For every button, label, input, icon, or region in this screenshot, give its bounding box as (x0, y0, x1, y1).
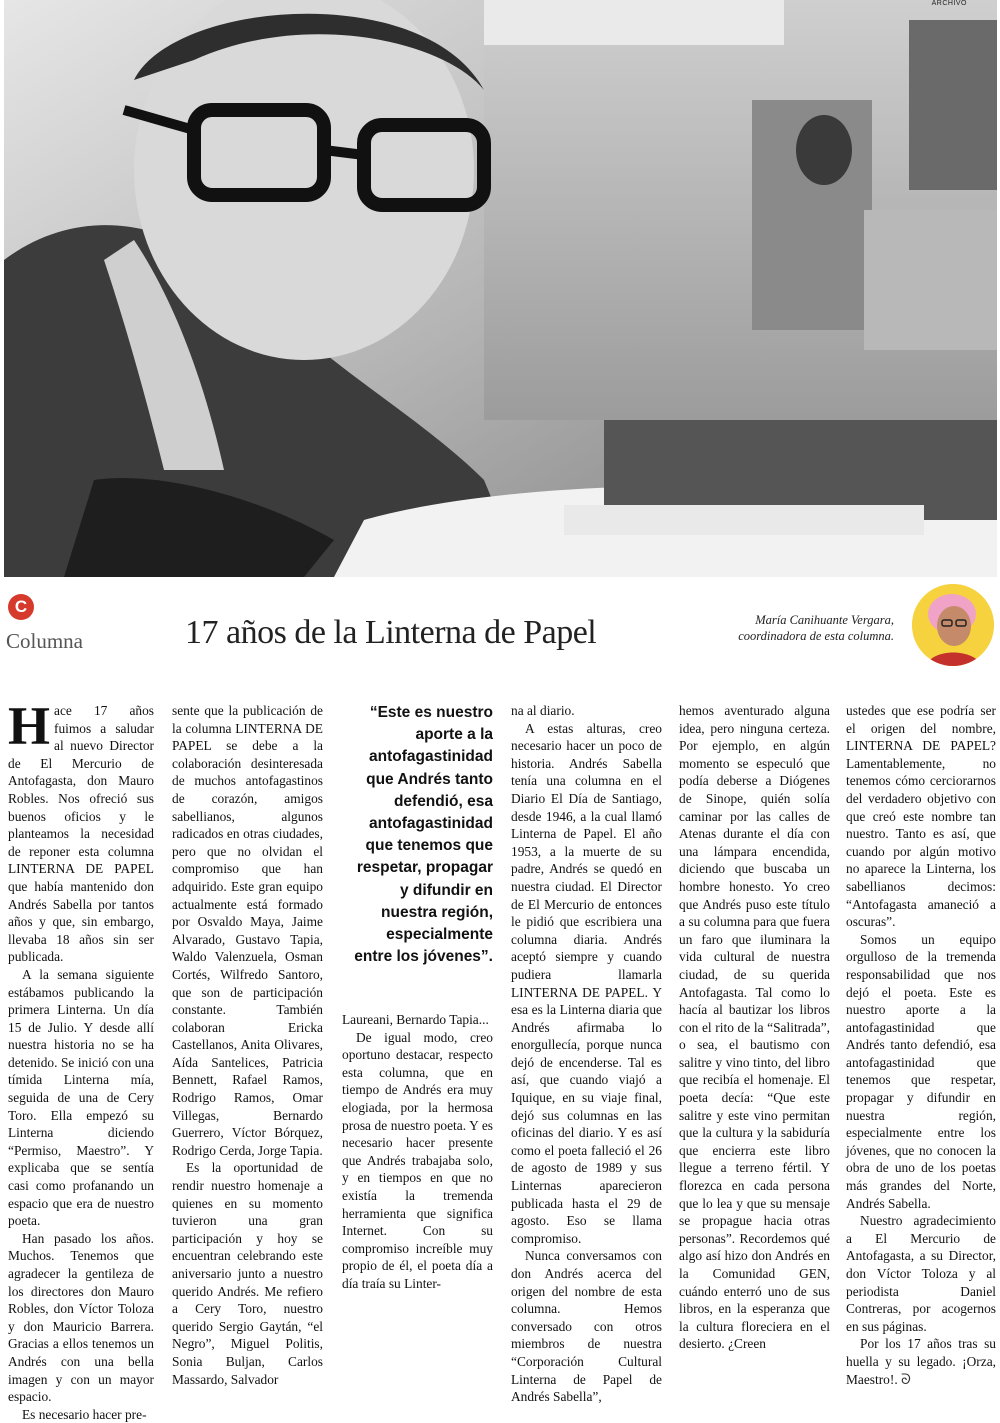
dropcap: H (8, 696, 51, 756)
section-label: Columna (6, 629, 83, 653)
paragraph: hemos aventurado alguna idea, pero ninguna certeza. Por ejemplo, en algún momento se especuló que podía deberse a Diógenes de Sinope, quién solía caminar por las calles de Atenas durante el día con una lámpara encendida, diciendo que buscaba un hombre honesto. Yo creo que Andrés puso este título a su columna para que fuera un faro que iluminara la vida cultural de nuestra ciudad, de su querida Antofagasta. Tal como lo hacía al bautizar los libros con el rito de la “Salitrada”, o sea, el bautismo con salitre y vino tinto, del libro que recibía el homenaje. El poeta decía: “Que este salitre y este vino permitan que la cultura y la sabiduría que encierra este libro llegue a terreno fértil. Y florezca en cada persona que lo lea y que su mensaje se propague hacia otras personas”. Recordemos qué algo así hizo don Andrés en la Comunidad GEN, cuándo enterró uno de sus libros, en la esperanza que la cultura floreciera en el desierto. ¿Creen (679, 703, 830, 1352)
typewriter-portrait-photo-icon (4, 0, 997, 577)
paragraph: Hace 17 años fuimos a saludar al nuevo Director de El Mercurio de Antofagasta, don Mauro Robles. Nos ofreció sus buenos oficios y le planteamos la necesidad de reponer esta columna LINTERNA DE PAPEL que había mantenido don Andrés Sabella por tantos años y que, sin embargo, llevaba 18 años sin ser publicada. (8, 696, 154, 965)
paragraph: Es la oportunidad de rendir nuestro homenaje a quienes en su momento tuvieron una gran participación y hoy se encuentran celebrando este aniversario junto a nuestro querido Andrés. Me refiero a Cery Toro, nuestro querido Sergio Gaytán, “el Negro”, Miguel Politis, Sonia Buljan, Carlos Massardo, Salvador (172, 1160, 323, 1387)
paragraph: ustedes que ese podría ser el origen del nombre, LINTERNA DE PAPEL? Lamentablemente, no tenemos cómo cerciorarnos del verdadero objetivo con que creó este nombre tan nuestro. Tanto es así, que cuando por algún motivo no aparece la Linterna, los sabellianos decimos: “Antofagasta amaneció a oscuras”. (846, 703, 996, 930)
pull-quote: “Este es nuestro aporte a la antofagastinidad que Andrés tanto defendió, esa antofagastinidad que tenemos que respetar, propagar y difundir en nuestra región, especialmente entre los jóvenes”. (354, 704, 493, 966)
article-column-1 (8, 696, 154, 1423)
paragraph: A estas alturas, creo necesario hacer un poco de historia. Andrés Sabella tenía una columna en el Diario El Día de Santiago, desde 1946, a la cual llamó Linterna de Papel. El año 1953, a la muerte de su padre, Andrés se quedó en nuestra ciudad. El Director de El Mercurio de entonces le pidió que escribiera una columna diaria. Andrés aceptó siempre y cuando pudiera llamarla LINTERNA DE PAPEL. Y esa es la Linterna diaria que Andrés afirmaba lo enorgullecía, porque nunca dejó de encenderse. Tal es así, que cuando viajó a Iquique, en su viaje final, dejó sus columnas en las oficinas del diario. Y es así como el poeta falleció el 26 de agosto de 1989 y sus Linternas aparecieron publicada hasta el 29 de agosto. Eso se llama compromiso. (511, 720, 662, 1246)
article-column-5 (679, 702, 830, 1353)
section-badge: C (8, 594, 34, 620)
author-byline (738, 612, 894, 644)
author-role: coordinadora de esta columna. (738, 629, 894, 643)
paragraph: Es necesario hacer pre- (22, 1406, 147, 1422)
author-avatar-icon (912, 584, 994, 666)
article-column-3 (342, 1011, 493, 1293)
paragraph: Nuestro agradecimiento a El Mercurio de Antofagasta, a su Director, don Víctor Toloza y al periodista Daniel Contreras, por acogernos en sus páginas. (846, 1213, 996, 1334)
paragraph: Por los 17 años tras su huella y su legado. ¡Orza, Maestro!. ᘐ (846, 1336, 996, 1388)
paragraph: Nunca conversamos con don Andrés acerca del origen del nombre de esta columna. Hemos conversado con otros miembros de nuestra “Corporación Cultural Linterna de Papel de Andrés Sabella”, (511, 1248, 662, 1405)
author-name: María Canihuante Vergara, (755, 613, 894, 627)
paragraph: sente que la publicación de la columna LINTERNA DE PAPEL se debe a la colaboración desinteresada de muchos antofagastinos de corazón, amigos sabellianos, algunos radicados en otras ciudades, pero que no olvidan el compromiso que han adquirido. Este gran equipo actualmente está formado por Osvaldo Maya, Jaime Alvarado, Gustavo Tapia, Waldo Valenzuela, Osman Cortés, Wilfredo Santoro, que son de participación constante. También colaboran Ericka Castellanos, Anita Olivares, Aída Santelices, Patricia Bennett, Rafael Ramos, Rodrigo Ramos, Omar Villegas, Bernardo Guerrero, Víctor Bórquez, Rodrigo Cerda, Jorge Tapia. (172, 703, 323, 1158)
article-column-2 (172, 702, 323, 1388)
end-mark-icon: ᘐ (901, 1372, 911, 1388)
photo-credit: ARCHIVO (931, 0, 967, 7)
paragraph: Laureani, Bernardo Tapia... (342, 1012, 489, 1027)
paragraph: A la semana siguiente estábamos publicando la primera Linterna. Un día 15 de Julio. Y desde allí nuestra historia no se ha detenido. Se inició con una tímida Linterna mía, seguida de una de Cery Toro. Ella empezó su Linterna diciendo “Permiso, Maestro”. Y explicaba que se sentía casi como profanando un espacio que era de nuestro poeta. (8, 966, 154, 1229)
page-title: 17 años de la Linterna de Papel (185, 614, 597, 651)
header-photo (4, 0, 997, 577)
paragraph: Han pasado los años. Muchos. Tenemos que agradecer la gentileza de los directores don Mauro Robles, don Víctor Toloza y don Mauricio Barrera. Gracias a ellos tenemos un Andrés con una bella imagen y con un mayor espacio. (8, 1230, 154, 1405)
paragraph: na al diario. (511, 703, 575, 718)
article-column-4 (511, 702, 662, 1406)
paragraph: Somos un equipo orgulloso de la tremenda responsabilidad que nos dejó el poeta. Este es nuestro aporte a la antofagastinidad que Andrés tanto defendió, esa antofagastinidad que tenemos que respetar, propagar y difundir en nuestra región, especialmente entre los jóvenes, que no conocen la obra de uno de los poetas más grandes del Norte, Andrés Sabella. (846, 931, 996, 1211)
paragraph: De igual modo, creo oportuno destacar, respecto esta columna, que en tiempo de Andrés era muy elogiada, por la hermosa prosa de nuestro poeta. Y es necesario hacer presente que Andrés trabajaba solo, y en tiempos en que no existía la tremenda herramienta que significa Internet. Con su compromiso increíble muy propio de él, el poeta día a día traía su Linter- (342, 1029, 493, 1291)
article-column-6 (846, 702, 996, 1389)
